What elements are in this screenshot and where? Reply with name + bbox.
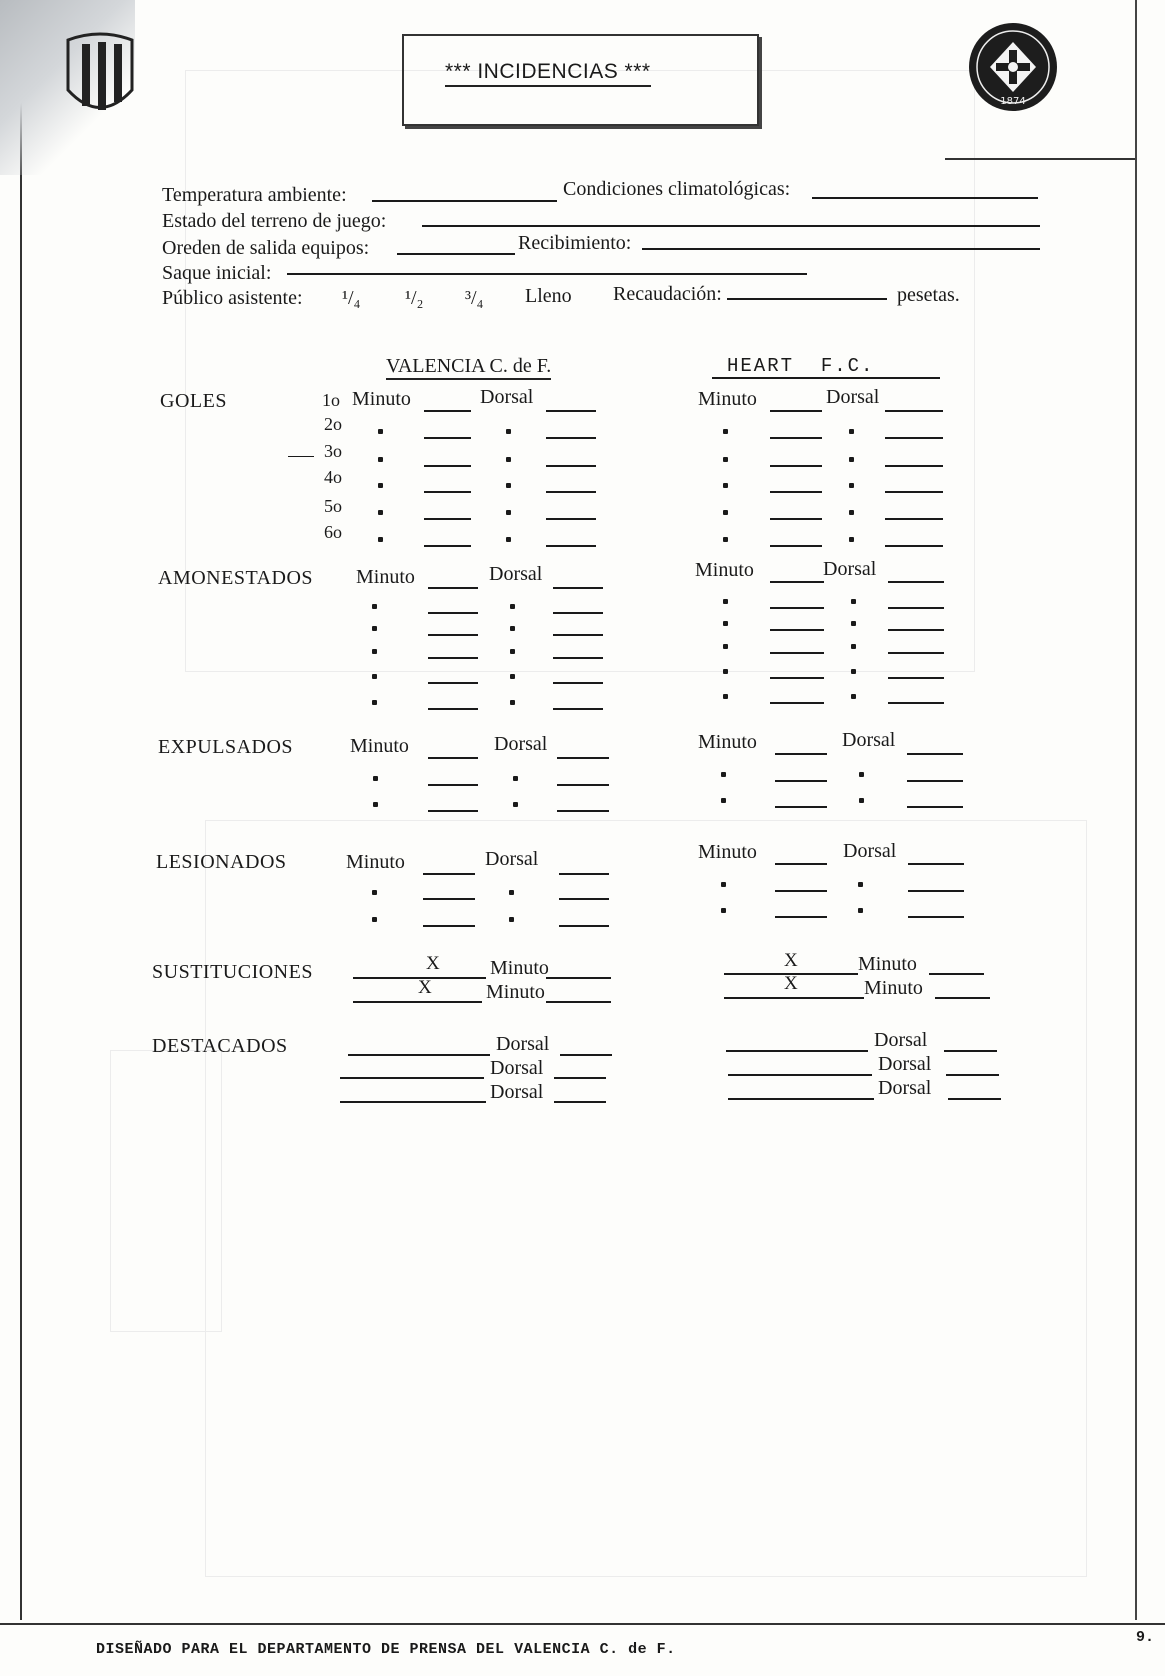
list-bullet-dot — [723, 429, 728, 434]
list-bullet-dot — [858, 908, 863, 913]
list-bullet-dot — [859, 798, 864, 803]
list-bullet-dot — [510, 674, 515, 679]
expulsados-home-minuto-label: Minuto — [350, 735, 409, 757]
goles-away-dorsal-field[interactable] — [885, 545, 943, 547]
field-saque[interactable] — [287, 273, 807, 275]
goal-number: 2o — [324, 414, 342, 434]
lesionados-away-minuto-field[interactable] — [775, 916, 827, 918]
list-bullet-dot — [723, 457, 728, 462]
list-bullet-dot — [509, 890, 514, 895]
amonestados-away-minuto-field[interactable] — [770, 652, 824, 654]
field-condiciones[interactable] — [812, 197, 1038, 199]
amonestados-away-dorsal-field[interactable] — [888, 702, 944, 704]
goles-home-dorsal-field[interactable] — [546, 545, 596, 547]
list-bullet-dot — [723, 537, 728, 542]
list-bullet-dot — [721, 882, 726, 887]
team-away-name: HEART F.C. — [727, 355, 875, 377]
list-bullet-dot — [723, 669, 728, 674]
destacados-away-name-field-2[interactable] — [728, 1074, 872, 1076]
list-bullet-dot — [510, 700, 515, 705]
list-bullet-dot — [372, 917, 377, 922]
amonestados-away-minuto-field[interactable] — [770, 581, 824, 583]
sust-away-minuto-label-2: Minuto — [864, 977, 923, 999]
destacados-home-dorsal-label-3: Dorsal — [490, 1081, 544, 1103]
list-bullet-dot — [506, 457, 511, 462]
page-title: *** INCIDENCIAS *** — [445, 60, 651, 87]
destacados-away-dorsal-field-1[interactable] — [944, 1050, 997, 1052]
sust-home-x-1: X — [426, 953, 440, 974]
list-bullet-dot — [723, 483, 728, 488]
label-estado: Estado del terreno de juego: — [162, 210, 387, 232]
amonestados-home-minuto-field[interactable] — [428, 612, 478, 614]
amonestados-away-minuto-field[interactable] — [770, 677, 824, 679]
sust-home-minuto-label-1: Minuto — [490, 957, 549, 979]
lesionados-home-dorsal-field[interactable] — [559, 925, 609, 927]
section-expulsados: EXPULSADOS — [158, 736, 294, 758]
goles-home-minuto-field[interactable] — [424, 491, 471, 493]
goles-away-minuto-field[interactable] — [770, 437, 822, 439]
list-bullet-dot — [373, 802, 378, 807]
option-cuarto[interactable]: ¹/₄ — [342, 287, 361, 309]
destacados-away-dorsal-field-3[interactable] — [948, 1098, 1001, 1100]
list-bullet-dot — [851, 621, 856, 626]
goal-number: 6o — [324, 522, 342, 542]
goles-away-dorsal-field[interactable] — [885, 491, 943, 493]
goles-away-dorsal-field[interactable] — [885, 437, 943, 439]
sust-away-x-1: X — [784, 950, 798, 971]
section-goles: GOLES — [160, 390, 227, 412]
goal-number: 4o — [324, 467, 342, 487]
option-tres-cuartos[interactable]: ³/₄ — [465, 287, 484, 309]
sust-home-minuto-field-1[interactable] — [546, 977, 611, 979]
expulsados-away-minuto-field[interactable] — [775, 780, 827, 782]
goles-home-dorsal-field[interactable] — [546, 465, 596, 467]
amonestados-away-dorsal-label: Dorsal — [823, 558, 877, 580]
lesionados-away-dorsal-field[interactable] — [908, 916, 964, 918]
goles-home-dorsal-field[interactable] — [546, 437, 596, 439]
goles-home-dorsal-field[interactable] — [546, 410, 596, 412]
list-bullet-dot — [851, 694, 856, 699]
field-recaudacion[interactable] — [727, 298, 887, 300]
amonestados-home-minuto-field[interactable] — [428, 682, 478, 684]
lesionados-home-minuto-field[interactable] — [423, 925, 475, 927]
lesionados-home-minuto-field[interactable] — [423, 873, 475, 875]
expulsados-home-dorsal-field[interactable] — [557, 784, 609, 786]
expulsados-home-minuto-field[interactable] — [428, 784, 478, 786]
list-bullet-dot — [513, 802, 518, 807]
field-estado[interactable] — [422, 225, 1040, 227]
amonestados-home-dorsal-field[interactable] — [553, 708, 603, 710]
list-bullet-dot — [849, 483, 854, 488]
label-orden: Oreden de salida equipos: — [162, 237, 370, 259]
label-pesetas: pesetas. — [897, 284, 960, 306]
expulsados-away-minuto-label: Minuto — [698, 731, 757, 753]
valencia-crest-logo — [60, 30, 140, 120]
amonestados-away-minuto-field[interactable] — [770, 607, 824, 609]
list-bullet-dot — [509, 917, 514, 922]
sust-away-out-in-field-2[interactable] — [724, 997, 864, 999]
list-bullet-dot — [849, 510, 854, 515]
lesionados-home-dorsal-field[interactable] — [559, 873, 609, 875]
destacados-home-dorsal-field-2[interactable] — [554, 1077, 606, 1079]
expulsados-home-dorsal-field[interactable] — [557, 757, 609, 759]
expulsados-away-minuto-field[interactable] — [775, 806, 827, 808]
destacados-home-name-field-3[interactable] — [340, 1101, 486, 1103]
list-bullet-dot — [721, 798, 726, 803]
team-away-underline — [712, 377, 940, 379]
list-bullet-dot — [378, 483, 383, 488]
list-bullet-dot — [510, 649, 515, 654]
destacados-home-dorsal-label-1: Dorsal — [496, 1033, 550, 1055]
label-recibimiento: Recibimiento: — [518, 232, 632, 254]
goles-away-dorsal-field[interactable] — [885, 465, 943, 467]
list-bullet-dot — [378, 429, 383, 434]
amonestados-home-dorsal-field[interactable] — [553, 682, 603, 684]
list-bullet-dot — [859, 772, 864, 777]
sust-home-out-in-field-2[interactable] — [353, 1001, 482, 1003]
amonestados-home-minuto-label: Minuto — [356, 566, 415, 588]
goles-home-dorsal-field[interactable] — [546, 491, 596, 493]
sust-away-minuto-field-1[interactable] — [929, 973, 984, 975]
list-bullet-dot — [506, 483, 511, 488]
field-orden[interactable] — [397, 253, 515, 255]
destacados-away-dorsal-field-2[interactable] — [946, 1074, 999, 1076]
goal-number: 5o — [324, 496, 342, 516]
amonestados-away-minuto-field[interactable] — [770, 629, 824, 631]
heart-fc-crest-logo — [966, 20, 1060, 114]
amonestados-away-dorsal-field[interactable] — [888, 581, 944, 583]
label-recaudacion: Recaudación: — [613, 283, 722, 305]
list-bullet-dot — [378, 537, 383, 542]
goles-home-minuto-field[interactable] — [424, 437, 471, 439]
list-bullet-dot — [858, 882, 863, 887]
field-recibimiento[interactable] — [642, 248, 1040, 250]
goles-away-minuto-field[interactable] — [770, 410, 822, 412]
lesionados-away-minuto-field[interactable] — [775, 890, 827, 892]
expulsados-away-dorsal-field[interactable] — [907, 806, 963, 808]
list-bullet-dot — [723, 694, 728, 699]
amonestados-away-minuto-field[interactable] — [770, 702, 824, 704]
option-lleno[interactable]: Lleno — [525, 285, 572, 307]
amonestados-home-dorsal-label: Dorsal — [489, 563, 543, 585]
destacados-away-name-field-3[interactable] — [728, 1098, 874, 1100]
amonestados-away-dorsal-field[interactable] — [888, 652, 944, 654]
label-saque: Saque inicial: — [162, 262, 272, 284]
goal-number: 1o — [322, 390, 340, 410]
goles-home-minuto-label: Minuto — [352, 388, 411, 410]
goles-away-dorsal-label: Dorsal — [826, 386, 880, 408]
list-bullet-dot — [721, 908, 726, 913]
logo-year: 1874 — [1000, 96, 1026, 107]
amonestados-home-minuto-field[interactable] — [428, 708, 478, 710]
amonestados-away-dorsal-field[interactable] — [888, 607, 944, 609]
list-bullet-dot — [372, 700, 377, 705]
expulsados-away-dorsal-field[interactable] — [907, 780, 963, 782]
lesionados-away-dorsal-field[interactable] — [908, 863, 964, 865]
page-number: 9. — [1136, 1629, 1155, 1646]
goal-marker-dash — [288, 456, 314, 457]
team-home-name: VALENCIA C. de F. — [386, 355, 551, 380]
goles-home-dorsal-field[interactable] — [546, 518, 596, 520]
lesionados-away-minuto-label: Minuto — [698, 841, 757, 863]
list-bullet-dot — [849, 537, 854, 542]
goles-home-minuto-field[interactable] — [424, 545, 471, 547]
sust-away-x-2: X — [784, 973, 798, 994]
amonestados-away-minuto-label: Minuto — [695, 559, 754, 581]
field-temperatura[interactable] — [372, 200, 557, 202]
list-bullet-dot — [723, 599, 728, 604]
sust-home-x-2: X — [418, 977, 432, 998]
destacados-home-name-field-2[interactable] — [340, 1077, 484, 1079]
section-lesionados: LESIONADOS — [156, 851, 287, 873]
list-bullet-dot — [510, 604, 515, 609]
list-bullet-dot — [723, 510, 728, 515]
expulsados-home-minuto-field[interactable] — [428, 810, 478, 812]
amonestados-home-minuto-field[interactable] — [428, 587, 478, 589]
list-bullet-dot — [851, 644, 856, 649]
amonestados-away-dorsal-field[interactable] — [888, 677, 944, 679]
goles-home-minuto-field[interactable] — [424, 518, 471, 520]
goles-home-minuto-field[interactable] — [424, 410, 471, 412]
expulsados-away-dorsal-label: Dorsal — [842, 729, 896, 751]
amonestados-away-dorsal-field[interactable] — [888, 629, 944, 631]
destacados-home-dorsal-field-1[interactable] — [560, 1054, 612, 1056]
amonestados-home-dorsal-field[interactable] — [553, 612, 603, 614]
list-bullet-dot — [372, 626, 377, 631]
list-bullet-dot — [378, 510, 383, 515]
sust-away-minuto-label-1: Minuto — [858, 953, 917, 975]
lesionados-away-dorsal-field[interactable] — [908, 890, 964, 892]
list-bullet-dot — [372, 890, 377, 895]
list-bullet-dot — [372, 604, 377, 609]
destacados-home-name-field-1[interactable] — [348, 1054, 490, 1056]
expulsados-home-dorsal-label: Dorsal — [494, 733, 548, 755]
destacados-away-dorsal-label-3: Dorsal — [878, 1077, 932, 1099]
list-bullet-dot — [721, 772, 726, 777]
list-bullet-dot — [506, 510, 511, 515]
list-bullet-dot — [849, 429, 854, 434]
list-bullet-dot — [851, 599, 856, 604]
list-bullet-dot — [506, 429, 511, 434]
lesionados-away-minuto-field[interactable] — [775, 863, 827, 865]
destacados-away-dorsal-label-1: Dorsal — [874, 1029, 928, 1051]
amonestados-home-dorsal-field[interactable] — [553, 634, 603, 636]
list-bullet-dot — [378, 457, 383, 462]
expulsados-home-minuto-field[interactable] — [428, 757, 478, 759]
goles-away-minuto-field[interactable] — [770, 491, 822, 493]
destacados-away-dorsal-label-2: Dorsal — [878, 1053, 932, 1075]
label-condiciones: Condiciones climatológicas: — [563, 178, 791, 200]
lesionados-home-dorsal-field[interactable] — [559, 898, 609, 900]
goles-away-minuto-field[interactable] — [770, 465, 822, 467]
amonestados-home-minuto-field[interactable] — [428, 657, 478, 659]
list-bullet-dot — [513, 776, 518, 781]
sust-home-out-in-field-1[interactable] — [353, 977, 486, 979]
label-temperatura: Temperatura ambiente: — [162, 184, 347, 206]
list-bullet-dot — [851, 669, 856, 674]
goles-home-minuto-field[interactable] — [424, 465, 471, 467]
sust-away-minuto-field-2[interactable] — [935, 997, 990, 999]
amonestados-home-dorsal-field[interactable] — [553, 657, 603, 659]
destacados-away-name-field-1[interactable] — [726, 1050, 868, 1052]
goles-away-dorsal-field[interactable] — [885, 410, 943, 412]
lesionados-away-dorsal-label: Dorsal — [843, 840, 897, 862]
label-publico: Público asistente: — [162, 287, 303, 309]
goal-number: 3o — [324, 441, 342, 461]
sust-home-minuto-field-2[interactable] — [546, 1001, 611, 1003]
destacados-home-dorsal-label-2: Dorsal — [490, 1057, 544, 1079]
list-bullet-dot — [372, 649, 377, 654]
lesionados-home-minuto-label: Minuto — [346, 851, 405, 873]
sust-away-out-in-field-1[interactable] — [724, 973, 858, 975]
amonestados-home-dorsal-field[interactable] — [553, 587, 603, 589]
goles-home-dorsal-label: Dorsal — [480, 386, 534, 408]
list-bullet-dot — [372, 674, 377, 679]
section-destacados: DESTACADOS — [152, 1035, 288, 1057]
list-bullet-dot — [373, 776, 378, 781]
list-bullet-dot — [723, 644, 728, 649]
expulsados-home-dorsal-field[interactable] — [557, 810, 609, 812]
list-bullet-dot — [849, 457, 854, 462]
lesionados-home-dorsal-label: Dorsal — [485, 848, 539, 870]
option-medio[interactable]: ¹/₂ — [405, 287, 424, 309]
list-bullet-dot — [723, 621, 728, 626]
section-amonestados: AMONESTADOS — [158, 567, 314, 589]
footer-credit: DISEÑADO PARA EL DEPARTAMENTO DE PRENSA DEL VALENCIA C. de F. — [96, 1641, 676, 1658]
goles-away-minuto-field[interactable] — [770, 518, 822, 520]
goles-away-dorsal-field[interactable] — [885, 518, 943, 520]
amonestados-home-minuto-field[interactable] — [428, 634, 478, 636]
section-sustituciones: SUSTITUCIONES — [152, 961, 313, 983]
expulsados-away-minuto-field[interactable] — [775, 753, 827, 755]
goles-away-minuto-field[interactable] — [770, 545, 822, 547]
list-bullet-dot — [506, 537, 511, 542]
destacados-home-dorsal-field-3[interactable] — [554, 1101, 606, 1103]
sust-home-minuto-label-2: Minuto — [486, 981, 545, 1003]
goles-away-minuto-label: Minuto — [698, 388, 757, 410]
list-bullet-dot — [510, 626, 515, 631]
lesionados-home-minuto-field[interactable] — [423, 898, 475, 900]
expulsados-away-dorsal-field[interactable] — [907, 753, 963, 755]
